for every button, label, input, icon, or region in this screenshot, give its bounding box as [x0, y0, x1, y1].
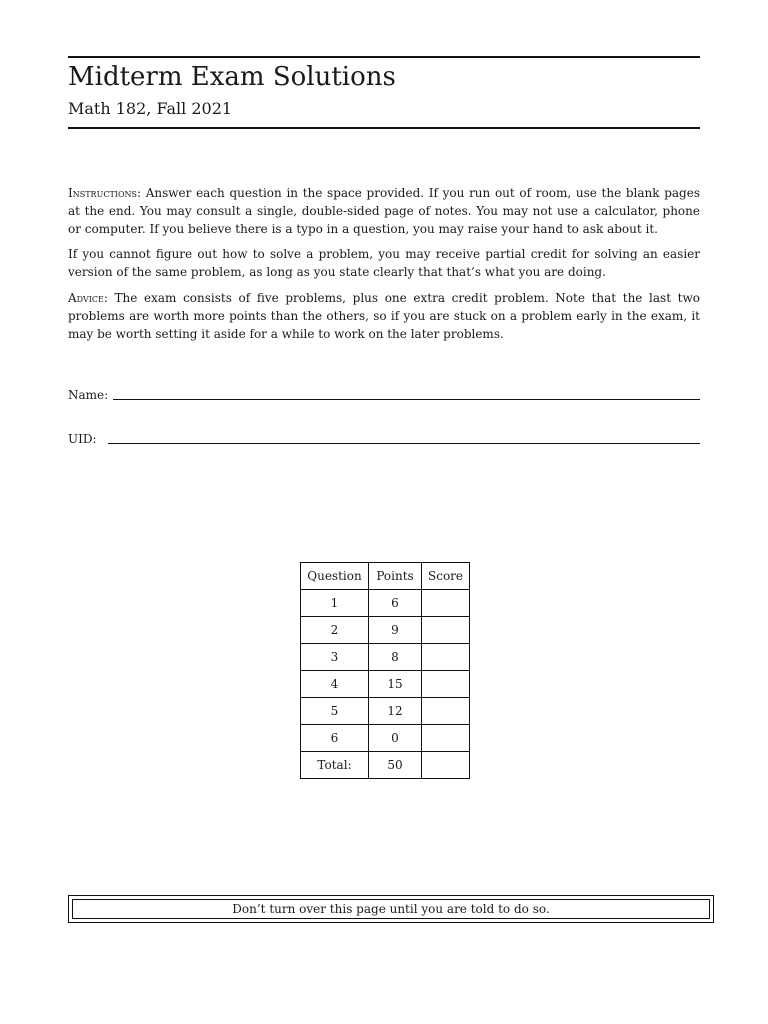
advice-body: The exam consists of five problems, plus one extra credit problem. Note that the last two problems are worth more points than the others, so if you are stuck on a problem early in the exam, it may be worth setting it aside for a while to work on the later problems. [68, 291, 700, 341]
name-line[interactable] [113, 399, 700, 400]
score-table-header-row [301, 563, 470, 590]
instructions-paragraph [68, 184, 700, 238]
question-cell: 6 [301, 725, 369, 752]
footer-notice-box [68, 895, 714, 923]
total-points-cell: 50 [369, 752, 422, 779]
table-row-total [301, 752, 470, 779]
header-top-rule [68, 56, 700, 58]
table-row [301, 725, 470, 752]
uid-line[interactable] [108, 443, 700, 444]
points-cell: 9 [369, 617, 422, 644]
question-cell: 5 [301, 698, 369, 725]
partial-credit-paragraph: If you cannot figure out how to solve a problem, you may receive partial credit for solving an easier version of the same problem, as long as you state clearly that that’s what you are doing. [68, 247, 700, 279]
question-cell: 1 [301, 590, 369, 617]
points-cell: 8 [369, 644, 422, 671]
header-points: Points [369, 563, 422, 590]
score-cell[interactable] [422, 617, 470, 644]
footer-notice: Don’t turn over this page until you are told to do so. [72, 899, 710, 919]
advice-paragraph [68, 289, 700, 343]
table-row [301, 590, 470, 617]
instructions-body: Answer each question in the space provided. If you run out of room, use the blank pages at the end. You may consult a single, double-sided page of notes. You may not use a calculator, phone or computer. If you believe there is a typo in a question, you may raise your hand to ask about it. [68, 186, 700, 236]
table-row [301, 671, 470, 698]
points-cell: 15 [369, 671, 422, 698]
score-cell[interactable] [422, 671, 470, 698]
score-cell[interactable] [422, 590, 470, 617]
page-title: Midterm Exam Solutions [68, 62, 396, 92]
question-cell: 4 [301, 671, 369, 698]
score-cell[interactable] [422, 644, 470, 671]
points-cell: 12 [369, 698, 422, 725]
score-cell[interactable] [422, 725, 470, 752]
name-field[interactable] [68, 386, 700, 404]
table-row [301, 698, 470, 725]
uid-label: UID: [68, 432, 97, 446]
points-cell: 6 [369, 590, 422, 617]
total-label-cell: Total: [301, 752, 369, 779]
question-cell: 2 [301, 617, 369, 644]
points-cell: 0 [369, 725, 422, 752]
score-table [300, 562, 470, 779]
total-score-cell[interactable] [422, 752, 470, 779]
header-question: Question [301, 563, 369, 590]
uid-field[interactable] [68, 430, 700, 448]
advice-lead: Advice: [68, 291, 108, 305]
page-subtitle: Math 182, Fall 2021 [68, 99, 233, 118]
header-score: Score [422, 563, 470, 590]
header-bottom-rule [68, 127, 700, 129]
table-row [301, 617, 470, 644]
score-cell[interactable] [422, 698, 470, 725]
table-row [301, 644, 470, 671]
question-cell: 3 [301, 644, 369, 671]
name-label: Name: [68, 388, 109, 402]
instructions-lead: Instructions: [68, 186, 142, 200]
